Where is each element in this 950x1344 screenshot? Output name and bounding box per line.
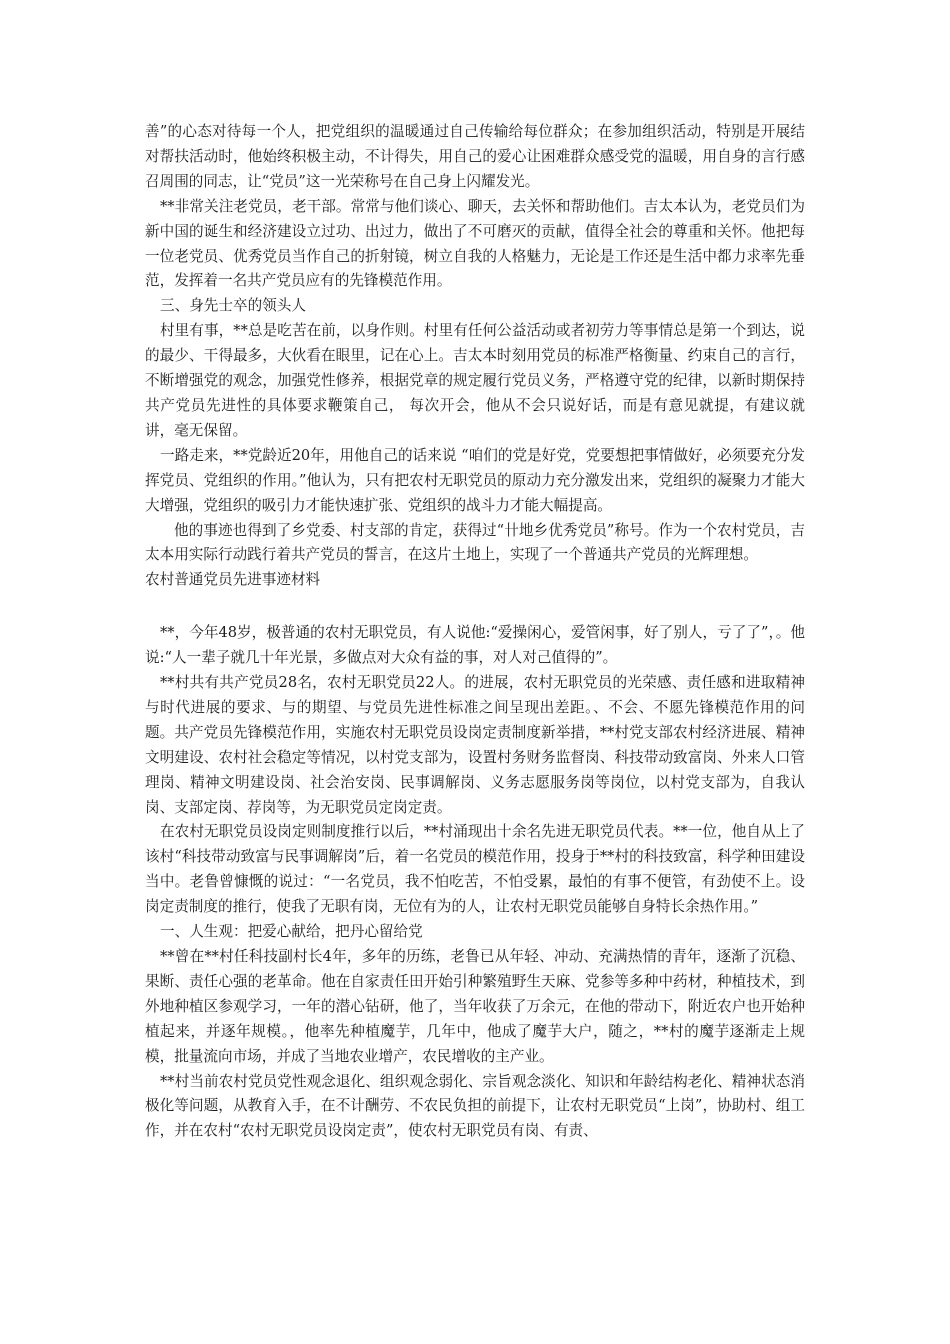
paragraph-intro: **，今年48岁，极普通的农村无职党员，有人说他:“爱操闲心，爱管闲事，好了别人，亏了了”，。他说:“人一辈子就几十年光景，多做点对大众有益的事，对人对己值得的”。: [145, 624, 805, 667]
paragraph-village-members: **村共有共产党员28名，农村无职党员22人。的进展，农村无职党员的光荣感、责任感和进取精神与时代进展的要求、与的期望、与党员先进性标准之间呈现出差距。、不会、不愿先锋模范作用的问题。共产党员先锋模范作用，实施农村无职党员设岗定责制度新举措，**村党支部农村经济进展、精神文明建设、农村社会稳定等情况，以村党支部为，设置村务财务监督岗、科技带动致富岗、外来人口管理岗、精神文明建设岗、社会治安岗、民事调解岗、义务志愿服务岗等岗位，以村党支部为，自我认岗、支部定岗、荐岗等，为无职党员定岗定责。: [145, 674, 805, 816]
paragraph-recognition: 他的事迹也得到了乡党委、村支部的肯定，获得过“卄地乡优秀党员”称号。作为一个农村党员，吉太本用实际行动践行着共产党员的誓言，在这片土地上，实现了一个普通共产党员的光辉理想。: [145, 521, 805, 564]
paragraph-village-affairs: 村里有事，**总是吃苦在前，以身作则。村里有任何公益活动或者初劳力等事情总是第一个到达，说的最少、干得最多，大伙看在眼里，记在心上。吉太本时刻用党员的标准严格衡量、约束自己的言行，不断增强党的观念，加强党性修养，根据党章的规定履行党员义务，严格遵守党的纪律，以新时期保持共产党员先进性的具体要求鞭策自己， 每次开会，他从不会只说好话，而是有意见就提，有建议就讲，毫无保留。: [145, 322, 805, 439]
paragraph-old-members: **非常关注老党员，老干部。常常与他们谈心、聊天，去关怀和帮助他们。吉太本认为，老党员们为新中国的诞生和经济建设立过功、出过力，做出了不可磨灭的贡献，值得全社会的尊重和关怀。他把每一位老党员、优秀党员当作自己的折射镜，树立自我的人格魅力，无论是工作还是生活中都力求率先垂范，发挥着一名共产党员应有的先锋模范作用。: [145, 197, 805, 290]
section-heading-outlook: 一、人生观：把爱心献给，把丹心留给党: [160, 923, 423, 941]
document-body: [145, 120, 805, 1144]
paragraph-post-system: 在农村无职党员设岗定则制度推行以后，**村涌现出十余名先进无职党员代表。**一位，他自从上了该村“科技带动致富与民事调解岗”后，着一名党员的模范作用，投身于**村的科技致富，科学种田建设当中。老鲁曾慷慨的说过：“一名党员，我不怕吃苦，不怕受累，最怕的有事不便管，有劲使不上。设岗定责制度的推行，使我了无职有岗，无位有为的人，让农村无职党员能够自身特长余热作用。”: [145, 823, 805, 916]
paragraph-party-age: 一路走来，**党龄近20年，用他自己的话来说 “咱们的党是好党，党要想把事情做好，必须要充分发挥党员、党组织的作用。”他认为，只有把农村无职党员的原动力充分激发出来，党组织的凝聚力才能大大增强，党组织的吸引力才能快速扩张、党组织的战斗力才能大幅提高。: [145, 446, 805, 514]
blank-line: [145, 593, 805, 621]
document-heading: 农村普通党员先进事迹材料: [145, 571, 321, 589]
paragraph-tech-deputy: **曾在**村任科技副村长4年，多年的历练，老鲁已从年轻、冲动、充满热情的青年，逐渐了沉稳、果断、责任心强的老革命。他在自家责任田开始引种繁殖野生天麻、党参等多种中药材，种植技术，到外地种植区参观学习，一年的潜心钻研，他了，当年收获了万余元，在他的带动下，附近农户也开始种植起来，并逐年规模。，他率先种植魔芋，几年中，他成了魔芋大户，随之，**村的魔芋逐渐走上规模，批量流向市场，并成了当地农业增产，农民增收的主产业。: [145, 948, 805, 1065]
paragraph-continuation: 善”的心态对待每一个人，把党组织的温暖通过自己传输给每位群众；在参加组织活动，特别是开展结对帮扶活动时，他始终积极主动，不计得失，用自己的爱心让困难群众感受党的温暖，用自身的言行感召周围的同志，让“党员”这一光荣称号在自己身上闪耀发光。: [145, 123, 805, 190]
section-heading-leader: 三、身先士卒的领头人: [160, 297, 306, 315]
paragraph-current-issues: **村当前农村党员党性观念退化、组织观念弱化、宗旨观念淡化、知识和年龄结构老化、精神状态消极化等问题，从教育入手，在不计酬劳、不农民负担的前提下，让农村无职党员“上岗”，协助村、组工作，并在农村“农村无职党员设岗定责”，使农村无职党员有岗、有责、: [145, 1072, 805, 1140]
